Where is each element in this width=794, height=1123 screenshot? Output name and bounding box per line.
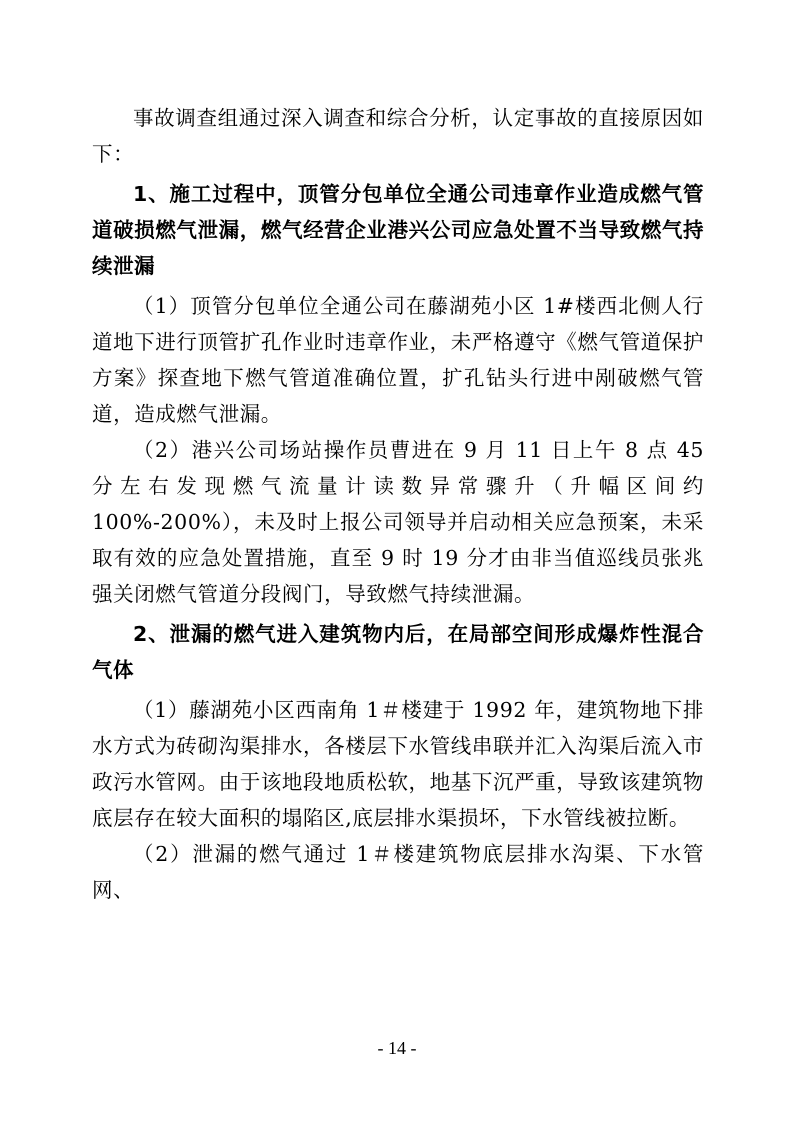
paragraph-1-2: （2）港兴公司场站操作员曹进在 9 月 11 日上午 8 点 45 分左右发现燃气流量计读数异常骤升（升幅区间约 100%-200%），未及时上报公司领导并启动相关应急预案，未采取有效的应急处置措施，直至 9 时 19 分才由非当值巡线员张兆强关闭燃气管道分段阀门，导致燃气持续泄漏。 — [92, 438, 704, 606]
paragraph-1-1: （1）顶管分包单位全通公司在藤湖苑小区 1#楼西北侧人行道地下进行顶管扩孔作业时违章作业，未严格遵守《燃气管道保护方案》探查地下燃气管道准确位置，扩孔钻头行进中剐破燃气管道，造成燃气泄漏。 — [92, 294, 704, 426]
paragraph-2-2: （2）泄漏的燃气通过 1＃楼建筑物底层排水沟渠、下水管网、 — [92, 842, 704, 902]
paragraph-2-1: （1）藤湖苑小区西南角 1＃楼建于 1992 年，建筑物地下排水方式为砖砌沟渠排水，各楼层下水管线串联并汇入沟渠后流入市政污水管网。由于该地段地质松软，地基下沉严重，导致该建筑物底层存在较大面积的塌陷区,底层排水渠损坏，下水管线被拉断。 — [92, 698, 704, 830]
document-body — [92, 100, 704, 908]
section-heading-1: 1、施工过程中，顶管分包单位全通公司违章作业造成燃气管道破损燃气泄漏，燃气经营企业港兴公司应急处置不当导致燃气持续泄漏 — [92, 182, 704, 278]
intro-paragraph: 事故调查组通过深入调查和综合分析，认定事故的直接原因如下： — [92, 106, 704, 166]
page-number: - 14 - — [377, 1038, 417, 1058]
section-heading-2: 2、泄漏的燃气进入建筑物内后，在局部空间形成爆炸性混合气体 — [92, 622, 704, 682]
